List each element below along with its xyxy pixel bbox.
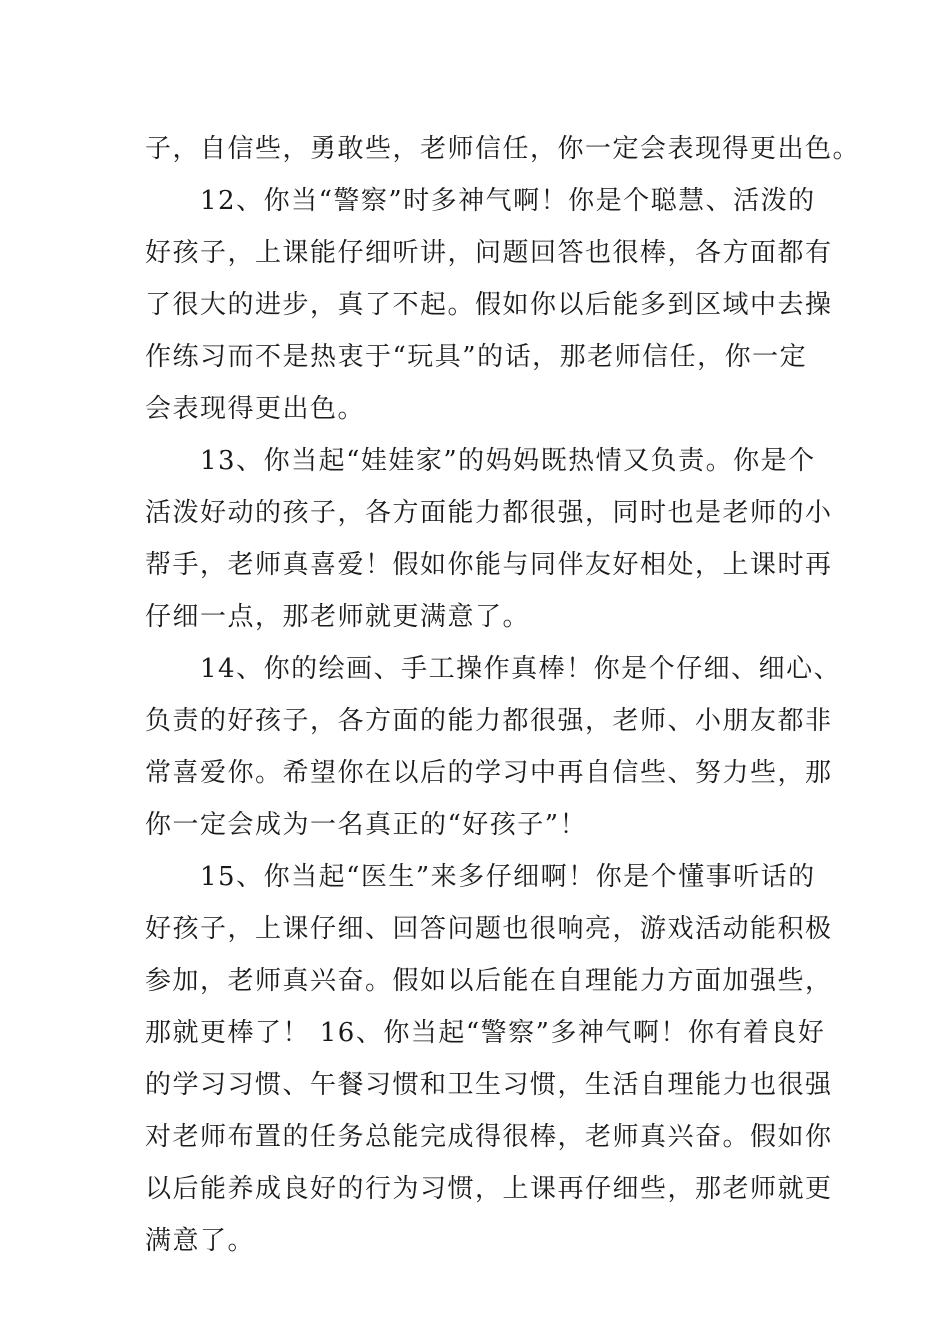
text-line: 会表现得更出色。 — [145, 394, 366, 424]
text-line: 对老师布置的任务总能完成得很棒，老师真兴奋。假如你 — [145, 1122, 833, 1152]
text-line: 你一定会成为一名真正的“好孩子”！ — [145, 810, 588, 840]
text-line: 了很大的进步，真了不起。假如你以后能多到区域中去操 — [145, 290, 833, 320]
text-line: 负责的好孩子，各方面的能力都很强，老师、小朋友都非 — [145, 706, 833, 736]
text-line: 以后能养成良好的行为习惯，上课再仔细些，那老师就更 — [145, 1174, 833, 1204]
text-line: 帮手，老师真喜爱！假如你能与同伴友好相处，上课时再 — [145, 550, 833, 580]
text-line: 仔细一点，那老师就更满意了。 — [145, 602, 531, 632]
body-text — [145, 123, 861, 1267]
text-line: 作练习而不是热衷于“玩具”的话，那老师信任，你一定 — [145, 342, 808, 372]
text-line: 那就更棒了！ 16、你当起“警察”多神气啊！你有着良好 — [145, 1018, 826, 1048]
text-line: 的学习习惯、午餐习惯和卫生习惯，生活自理能力也很强 — [145, 1070, 833, 1100]
paragraph-14-start: 14、你的绘画、手工操作真棒！你是个仔细、细心、 — [200, 654, 842, 684]
text-line: 好孩子，上课能仔细听讲，问题回答也很棒，各方面都有 — [145, 238, 833, 268]
text-line: 好孩子，上课仔细、回答问题也很响亮，游戏活动能积极 — [145, 914, 833, 944]
text-line: 参加，老师真兴奋。假如以后能在自理能力方面加强些， — [145, 966, 833, 996]
paragraph-13-start: 13、你当起“娃娃家”的妈妈既热情又负责。你是个 — [200, 446, 816, 476]
text-line: 常喜爱你。希望你在以后的学习中再自信些、努力些，那 — [145, 758, 833, 788]
text-line: 子，自信些，勇敢些，老师信任，你一定会表现得更出色。 — [145, 134, 861, 164]
paragraph-15-start: 15、你当起“医生”来多仔细啊！你是个懂事听话的 — [200, 862, 816, 892]
text-line: 活泼好动的孩子，各方面能力都很强，同时也是老师的小 — [145, 498, 833, 528]
text-line: 满意了。 — [145, 1226, 256, 1256]
paragraph-12-start: 12、你当“警察”时多神气啊！你是个聪慧、活泼的 — [200, 186, 816, 216]
